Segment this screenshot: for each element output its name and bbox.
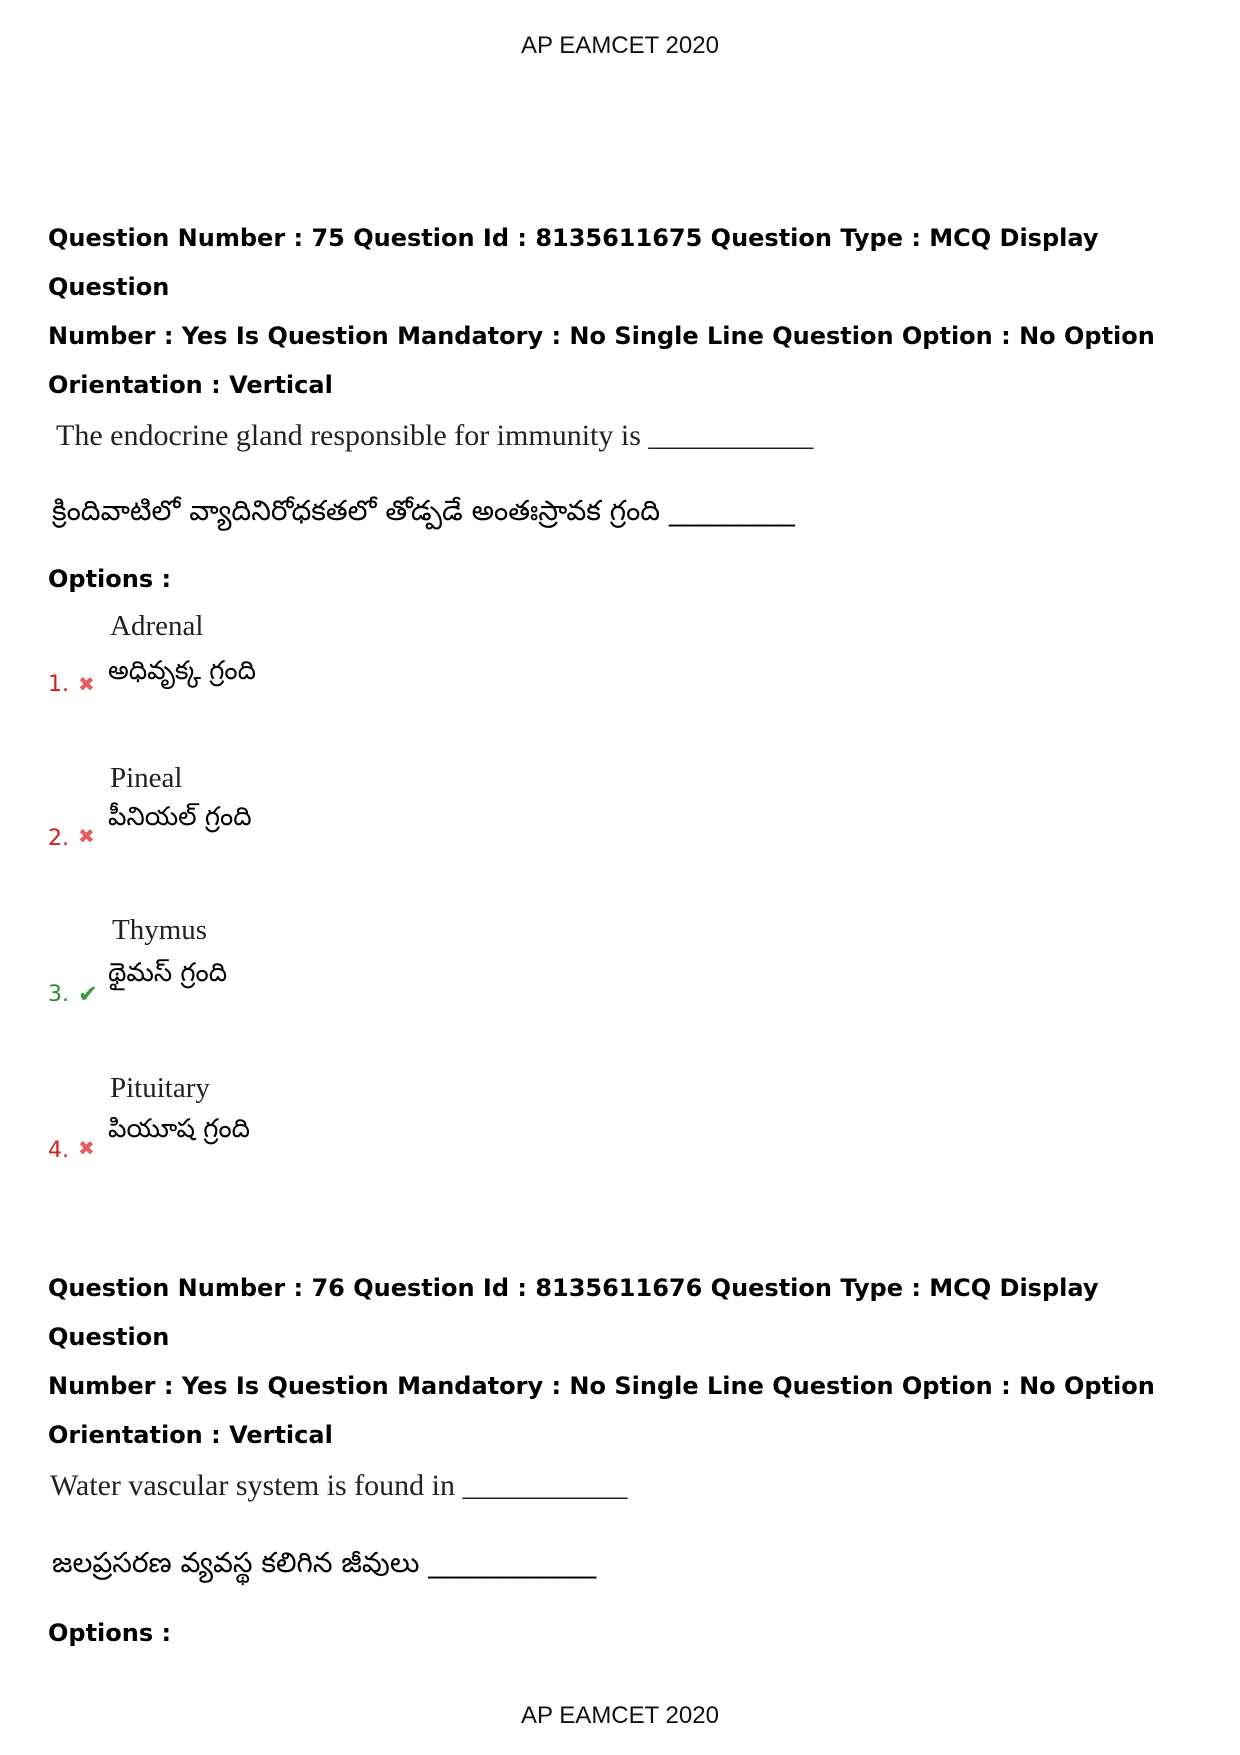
option-3-number: 3. [48,982,69,1007]
check-mark-icon: ✔ [78,980,99,1008]
options-label: Options : [48,565,172,593]
option-3 [48,914,1198,1070]
option-3-telugu: థైమస్ గ్రంది [108,958,228,988]
option-1-english: Adrenal [110,610,204,642]
option-2-telugu: పీనియల్ గ్రంది [108,802,252,832]
question-text-english: Water vascular system is found in ___________ [50,1469,628,1502]
wrong-mark-icon: ✖ [78,824,95,848]
option-1-telugu: అధివృక్క గ్రంది [108,656,256,686]
question-meta-line-1: Question Number : 76 Question Id : 8135611676 Question Type : MCQ Display Question [48,1274,1099,1351]
running-header: AP EAMCET 2020 [521,32,719,59]
question-meta-line-3: Orientation : Vertical [48,1421,333,1449]
option-4-telugu: పియూష గ్రంది [108,1114,250,1144]
question-text-telugu: జలప్రసరణ వ్యవస్థ కలిగిన జీవులు ____________ [52,1546,597,1579]
question-75 [48,214,1198,1226]
option-1-number: 1. [48,672,69,697]
question-meta-line-2: Number : Yes Is Question Mandatory : No Single Line Question Option : No Option [48,322,1155,350]
question-meta-line-1: Question Number : 75 Question Id : 8135611675 Question Type : MCQ Display Question [48,224,1099,301]
options-label: Options : [48,1619,172,1647]
option-2-number: 2. [48,826,69,851]
option-3-english: Thymus [112,914,208,946]
running-footer: AP EAMCET 2020 [521,1702,719,1729]
option-2 [48,758,1198,914]
option-2-english: Pineal [110,762,183,794]
option-4 [48,1070,1198,1226]
question-meta-line-3: Orientation : Vertical [48,371,333,399]
option-4-english: Pituitary [110,1072,210,1104]
question-76 [48,1264,1198,1648]
question-meta-line-2: Number : Yes Is Question Mandatory : No Single Line Question Option : No Option [48,1372,1155,1400]
wrong-mark-icon: ✖ [78,672,95,696]
option-1 [48,602,1198,758]
question-text-english: The endocrine gland responsible for immunity is ___________ [56,419,814,452]
wrong-mark-icon: ✖ [78,1136,95,1160]
option-4-number: 4. [48,1138,69,1163]
question-text-telugu: క్రిందివాటిలో వ్యాదినిరోధకతలో తోడ్పడే అంతఃస్రావక గ్రంది _________ [52,494,795,527]
